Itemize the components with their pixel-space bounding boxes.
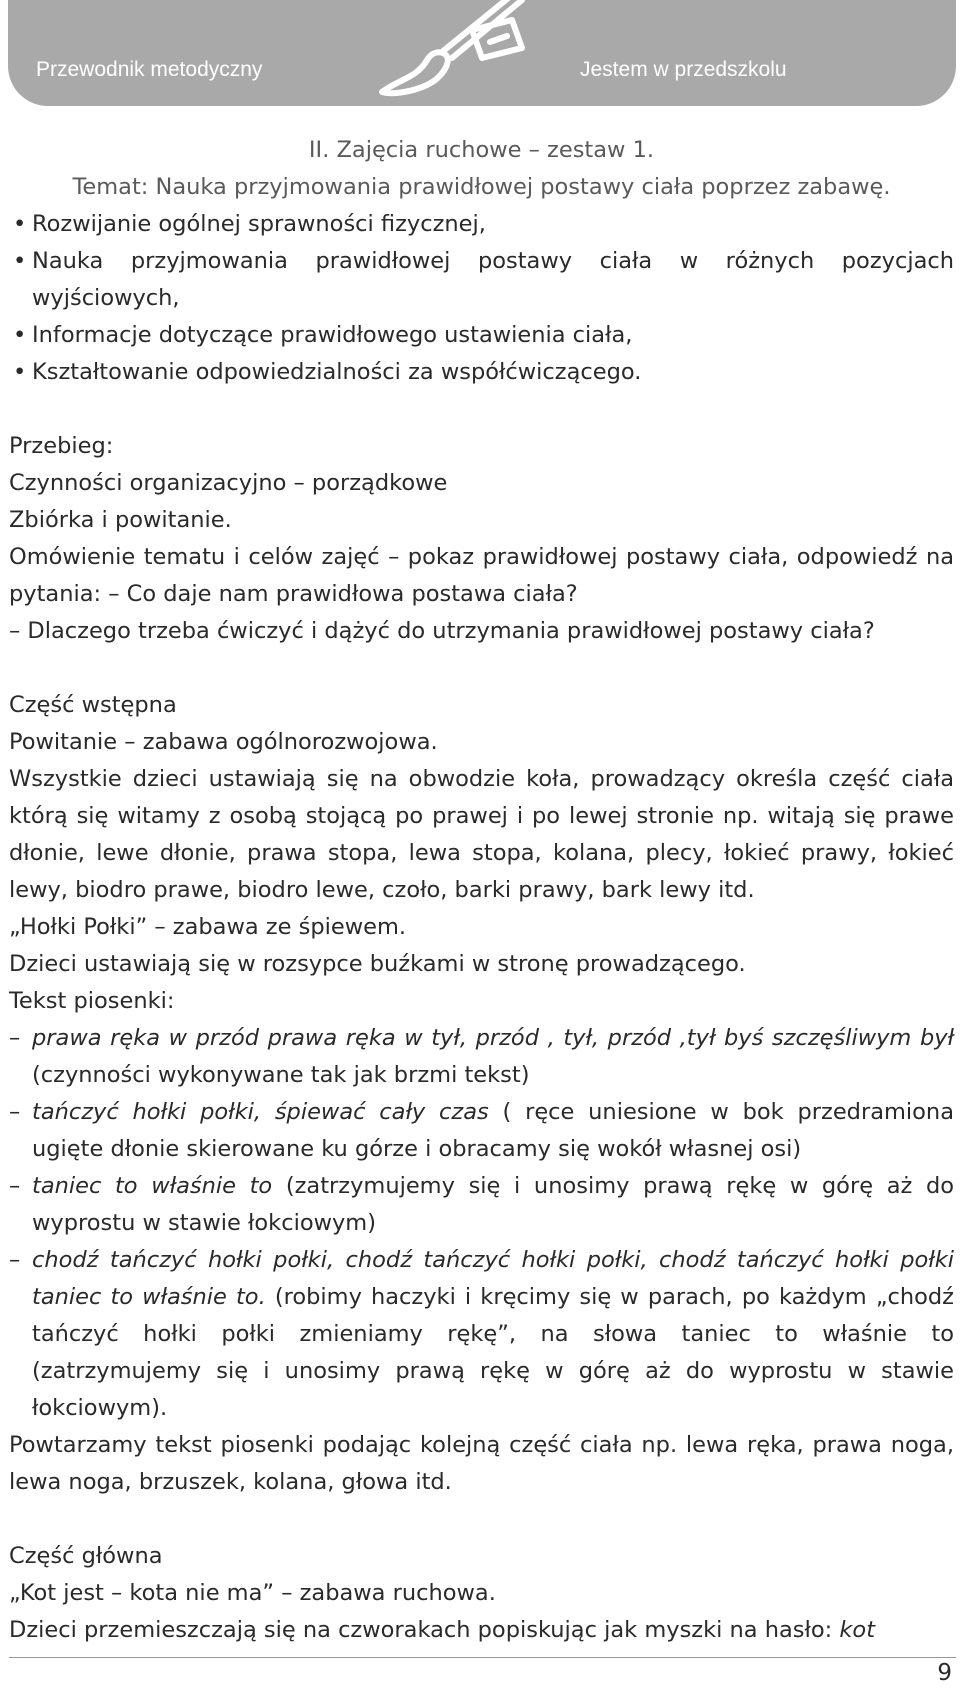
page-number: 9 (937, 1660, 952, 1686)
song-line: – chodź tańczyć hołki połki, chodź tańczyć hołki połki, chodź tańczyć hołki połki taniec to właśnie to. (robimy haczyki i kręcimy się w parach, po każdym „chodź tańczyć hołki połki zmieniamy rękę”, na słowa taniec to właśnie to (zatrzymujemy się i unosimy prawą rękę w górę aż do wyprostu w stawie łokciowym). (9, 1242, 954, 1427)
goal-item: • Informacje dotyczące prawidłowego ustawienia ciała, (9, 317, 954, 354)
paragraph: Tekst piosenki: (9, 988, 175, 1014)
intro-heading: Część wstępna (9, 692, 177, 718)
przebieg-heading: Przebieg: (9, 433, 114, 459)
song-line: – tańczyć hołki połki, śpiewać cały czas ( ręce uniesione w bok przedramiona ugięte dłonie skierowane ku górze i obracamy się wokół własnej osi) (9, 1094, 954, 1168)
header-right-title: Jestem w przedszkolu (580, 58, 787, 81)
document-body (9, 132, 954, 1649)
main-heading: Część główna (9, 1543, 163, 1569)
organizational-heading: Czynności organizacyjno – porządkowe (9, 470, 448, 496)
paragraph: Zbiórka i powitanie. (9, 507, 232, 533)
paragraph: Powtarzamy tekst piosenki podając kolejną część ciała np. lewa ręka, prawa noga, lewa noga, brzuszek, kolana, głowa itd. (9, 1432, 954, 1495)
goal-item: • Kształtowanie odpowiedzialności za współćwiczącego. (9, 354, 954, 391)
paragraph: Wszystkie dzieci ustawiają się na obwodzie koła, prowadzący określa część ciała którą się witamy z osobą stojącą po prawej i po lewej stronie np. witają się prawe dłonie, lewe dłonie, prawa stopa, lewa stopa, kolana, plecy, łokieć prawy, łokieć lewy, biodro prawe, biodro lewe, czoło, barki prawy, bark lewy itd. (9, 766, 954, 903)
paragraph: Omówienie tematu i celów zajęć – pokaz prawidłowej postawy ciała, odpowiedź na pytania: – Co daje nam prawidłowa postawa ciała? (9, 544, 954, 607)
goal-item: • Rozwijanie ogólnej sprawności fizycznej, (9, 206, 954, 243)
song-line: – taniec to właśnie to (zatrzymujemy się i unosimy prawą rękę w górę aż do wyprostu w stawie łokciowym) (9, 1168, 954, 1242)
header-left-title: Przewodnik metodyczny (36, 58, 263, 81)
paintbrush-pencil-icon (372, 0, 572, 100)
paragraph: Dzieci przemieszczają się na czworakach popiskując jak myszki na hasło: kot (9, 1617, 876, 1643)
paragraph: Powitanie – zabawa ogólnorozwojowa. (9, 729, 438, 755)
footer-divider (9, 1657, 956, 1658)
song-line: – prawa ręka w przód prawa ręka w tył, przód , tył, przód ,tył byś szczęśliwym był (czynności wykonywane tak jak brzmi tekst) (9, 1020, 954, 1094)
goals-list (9, 206, 954, 391)
paragraph: „Hołki Połki” – zabawa ze śpiewem. (9, 914, 407, 940)
goal-item: • Nauka przyjmowania prawidłowej postawy ciała w różnych pozycjach wyjściowych, (9, 243, 954, 317)
topic-title: Temat: Nauka przyjmowania prawidłowej postawy ciała poprzez zabawę. (72, 174, 891, 200)
paragraph: – Dlaczego trzeba ćwiczyć i dążyć do utrzymania prawidłowej postawy ciała? (9, 618, 875, 644)
section-title: II. Zajęcia ruchowe – zestaw 1. (308, 137, 655, 163)
paragraph: „Kot jest – kota nie ma” – zabawa ruchowa. (9, 1580, 496, 1606)
paragraph: Dzieci ustawiają się w rozsypce buźkami w stronę prowadzącego. (9, 951, 746, 977)
